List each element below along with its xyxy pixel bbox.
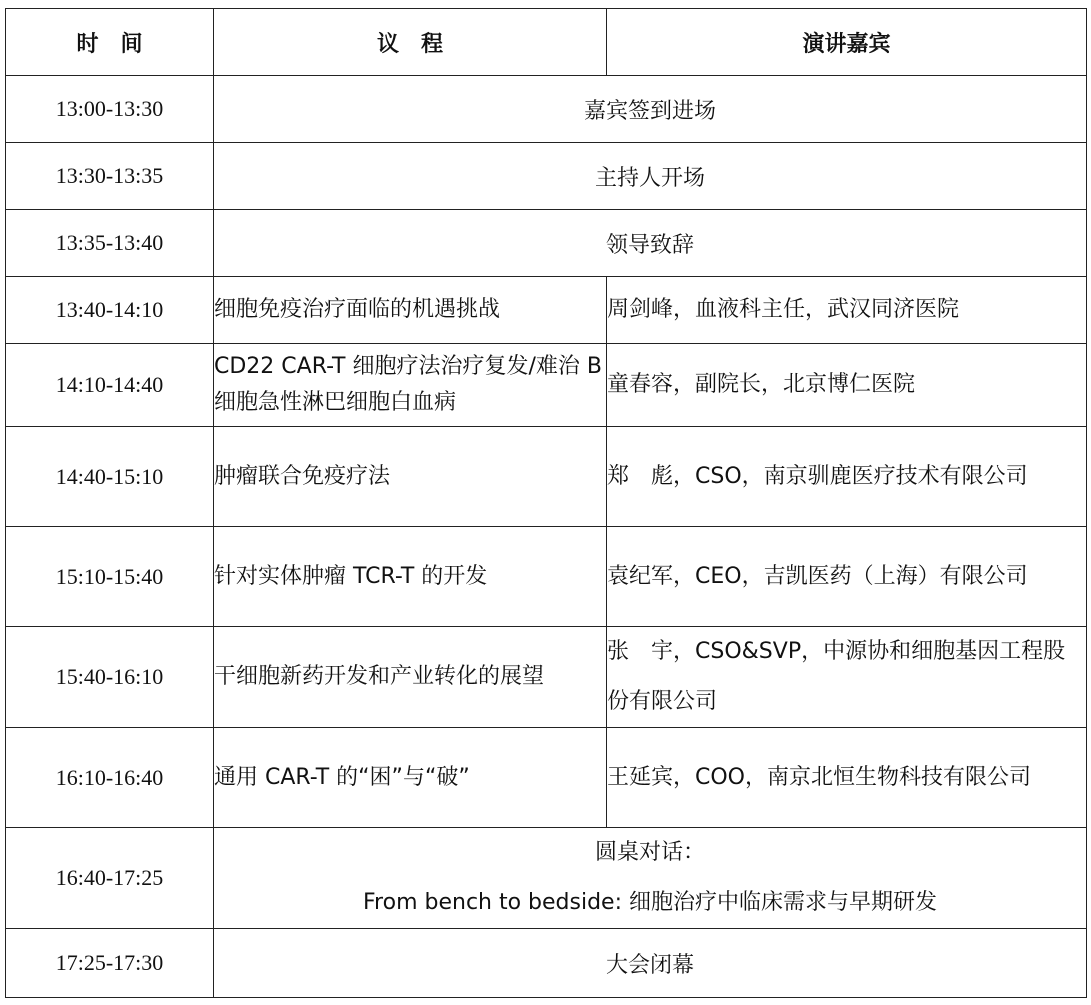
table-row [6, 344, 1087, 427]
time-cell: 16:10-16:40 [6, 728, 214, 828]
roundtable-cell [214, 828, 1087, 929]
time-cell: 13:35-13:40 [6, 210, 214, 277]
time-cell: 13:00-13:30 [6, 76, 214, 143]
header-time: 时 间 [6, 9, 214, 76]
topic-cell: 通用 CAR-T 的“困”与“破” [214, 728, 607, 828]
span-cell: 领导致辞 [214, 210, 1087, 277]
speaker-cell: 王延宾，COO，南京北恒生物科技有限公司 [607, 728, 1087, 828]
topic-cell: 针对实体肿瘤 TCR-T 的开发 [214, 527, 607, 627]
topic-cell: 细胞免疫治疗面临的机遇挑战 [214, 277, 607, 344]
table-row [6, 929, 1087, 998]
table-row [6, 76, 1087, 143]
table-row [6, 143, 1087, 210]
header-speaker: 演讲嘉宾 [607, 9, 1087, 76]
time-cell: 14:40-15:10 [6, 427, 214, 527]
topic-cell: CD22 CAR-T 细胞疗法治疗复发/难治 B 细胞急性淋巴细胞白血病 [214, 344, 607, 427]
topic-cell: 干细胞新药开发和产业转化的展望 [214, 627, 607, 728]
time-cell: 15:40-16:10 [6, 627, 214, 728]
speaker-cell: 周剑峰，血液科主任，武汉同济医院 [607, 277, 1087, 344]
table-row [6, 210, 1087, 277]
speaker-cell: 童春容，副院长，北京博仁医院 [607, 344, 1087, 427]
table-row [6, 527, 1087, 627]
span-cell: 主持人开场 [214, 143, 1087, 210]
time-cell: 13:40-14:10 [6, 277, 214, 344]
table-row [6, 277, 1087, 344]
table-row [6, 828, 1087, 929]
table-row [6, 427, 1087, 527]
time-cell: 13:30-13:35 [6, 143, 214, 210]
topic-cell: 肿瘤联合免疫疗法 [214, 427, 607, 527]
time-cell: 14:10-14:40 [6, 344, 214, 427]
roundtable-title: 圆桌对话： [594, 840, 705, 865]
span-cell: 嘉宾签到进场 [214, 76, 1087, 143]
agenda-table [5, 8, 1087, 998]
time-cell: 16:40-17:25 [6, 828, 214, 929]
time-cell: 15:10-15:40 [6, 527, 214, 627]
span-cell: 大会闭幕 [214, 929, 1087, 998]
speaker-cell: 袁纪军，CEO，吉凯医药（上海）有限公司 [607, 527, 1087, 627]
speaker-cell: 张 宇，CSO&SVP，中源协和细胞基因工程股份有限公司 [607, 627, 1087, 728]
roundtable-subtitle: From bench to bedside: 细胞治疗中临床需求与早期研发 [363, 890, 937, 915]
table-row [6, 627, 1087, 728]
header-topic: 议 程 [214, 9, 607, 76]
speaker-cell: 郑 彪，CSO，南京驯鹿医疗技术有限公司 [607, 427, 1087, 527]
table-row [6, 728, 1087, 828]
time-cell: 17:25-17:30 [6, 929, 214, 998]
header-row [6, 9, 1087, 76]
